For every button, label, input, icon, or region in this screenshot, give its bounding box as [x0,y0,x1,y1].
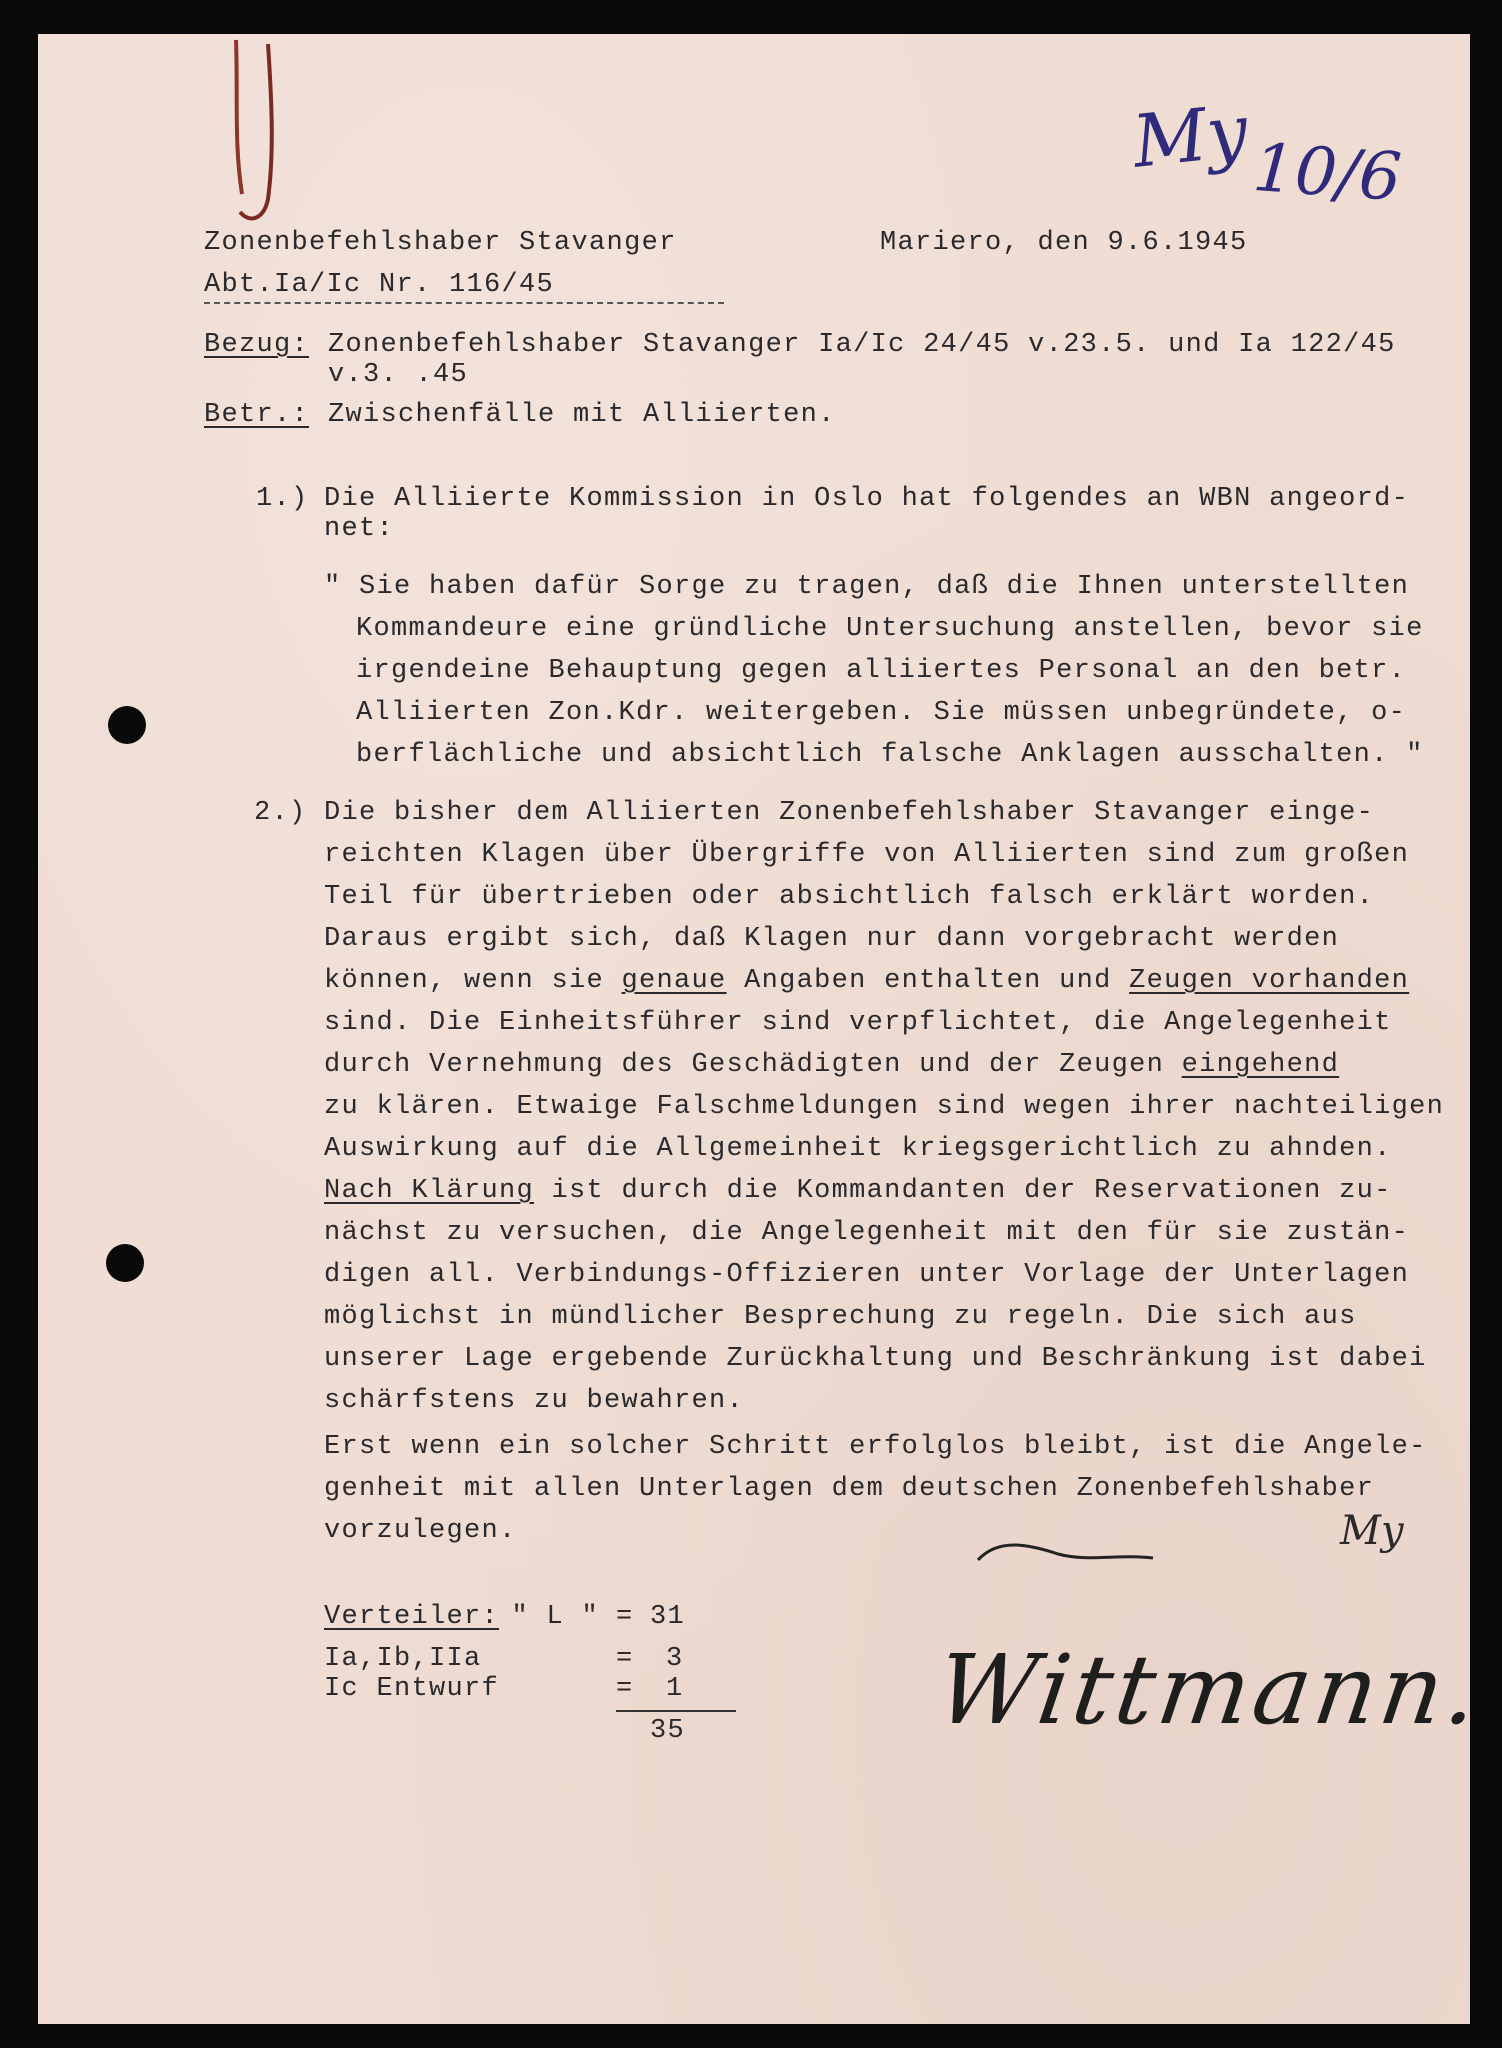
point2-line: schärfstens zu bewahren. [324,1386,745,1416]
point2-line: Auswirkung auf die Allgemeinheit kriegsgerichtlich zu ahnden. [324,1134,1392,1164]
verteiler-row-name: Ia,Ib,IIa [324,1644,482,1674]
verteiler-sum-line [616,1710,736,1712]
point2-line-5 [324,968,1409,995]
point2-line: reichten Klagen über Übergriffe von Alliierten sind zum großen [324,840,1410,870]
point2-line: digen all. Verbindungs-Offizieren unter Vorlage der Unterlagen [324,1260,1410,1290]
underlined-genaue: genaue [621,966,727,996]
quote-line: Kommandeure eine gründliche Untersuchung anstellen, bevor sie [356,614,1424,644]
betreff-label: Betr.: [204,400,310,430]
pencil-bracket-mark [228,34,288,234]
point2-line: Daraus ergibt sich, daß Klagen nur dann vorgebracht werden [324,924,1340,954]
place-date-line: Mariero, den 9.6.1945 [880,228,1248,258]
verteiler-row-count: 1 [666,1674,684,1704]
reference-underline [204,302,724,304]
point2-number: 2.) [254,798,307,828]
betreff-text: Zwischenfälle mit Alliierten. [328,400,836,430]
point2-line: möglichst in mündlicher Besprechung zu regeln. Die sich aus [324,1302,1357,1332]
handwritten-initials-top: My [1128,88,1252,184]
point2-line-5-part: können, wenn sie [324,966,622,996]
handwritten-number-top: 10/6 [1250,128,1404,217]
document-page [38,34,1490,2024]
point2-line: vorzulegen. [324,1516,517,1546]
verteiler-row-count: 3 [666,1644,684,1674]
verteiler-row-eq: = [616,1602,634,1632]
point2-line: zu klären. Etwaige Falschmeldungen sind wegen ihrer nachteiligen [324,1092,1445,1122]
verteiler-row-eq: = [616,1674,634,1704]
bezug-text-line2: v.3. .45 [328,360,469,390]
underlined-eingehend: eingehend [1181,1050,1340,1080]
point2-line-7 [324,1052,1339,1079]
handwritten-initials-right: My [1340,1508,1404,1554]
verteiler-label: Verteiler: [324,1602,500,1632]
point2-line: Die bisher dem Alliierten Zonenbefehlshaber Stavanger einge- [324,798,1375,828]
sender-line: Zonenbefehlshaber Stavanger [204,228,677,258]
point2-line-10 [324,1178,1392,1205]
punch-hole [108,706,146,744]
handwritten-signature: Wittmann. [930,1634,1490,1746]
verteiler-row-name: " L " [494,1602,600,1632]
punch-hole [106,1244,144,1282]
underlined-nach-klaerung: Nach Klärung [324,1176,535,1206]
point2-line: nächst zu versuchen, die Angelegenheit mit den für sie zustän- [324,1218,1410,1248]
reference-number: Abt.Ia/Ic Nr. 116/45 [204,270,555,300]
quote-line: " Sie haben dafür Sorge zu tragen, daß die Ihnen unterstellten [324,572,1410,602]
quote-line: Alliierten Zon.Kdr. weitergeben. Sie müssen unbegründete, o- [356,698,1407,728]
verteiler-row-eq: = [616,1644,634,1674]
verteiler-row-count: 31 [650,1602,686,1632]
point2-line-6: sind. Die Einheitsführer sind verpflichtet, die Angelegenheit [324,1008,1392,1038]
point2-line: Erst wenn ein solcher Schritt erfolglos bleibt, ist die Angele- [324,1432,1427,1462]
point1-line: net: [324,514,395,544]
underlined-zeugen: Zeugen vorhanden [1129,966,1410,996]
point2-line: Teil für übertrieben oder absichtlich falsch erklärt worden. [324,882,1375,912]
point1-line: Die Alliierte Kommission in Oslo hat folgendes an WBN angeord- [324,484,1410,514]
bezug-label: Bezug: [204,330,310,360]
point2-line-10-part: ist durch die Kommandanten der Reservationen zu- [534,1176,1392,1206]
quote-line: berflächliche und absichtlich falsche Anklagen ausschalten. " [356,740,1424,770]
point2-line-7-part: durch Vernehmung des Geschädigten und der Zeugen [324,1050,1182,1080]
point2-line-5-part: Angaben enthalten und [726,966,1130,996]
verteiler-total: 35 [650,1716,686,1746]
point1-number: 1.) [256,484,309,514]
quote-line: irgendeine Behauptung gegen alliiertes Personal an den betr. [356,656,1407,686]
signature-flourish [978,1534,1158,1574]
bezug-text-line1: Zonenbefehlshaber Stavanger Ia/Ic 24/45 v.23.5. und Ia 122/45 [328,330,1396,360]
verteiler-row-name: Ic Entwurf [324,1674,500,1704]
point2-line: genheit mit allen Unterlagen dem deutschen Zonenbefehlshaber [324,1474,1375,1504]
point2-line: unserer Lage ergebende Zurückhaltung und Beschränkung ist dabei [324,1344,1427,1374]
